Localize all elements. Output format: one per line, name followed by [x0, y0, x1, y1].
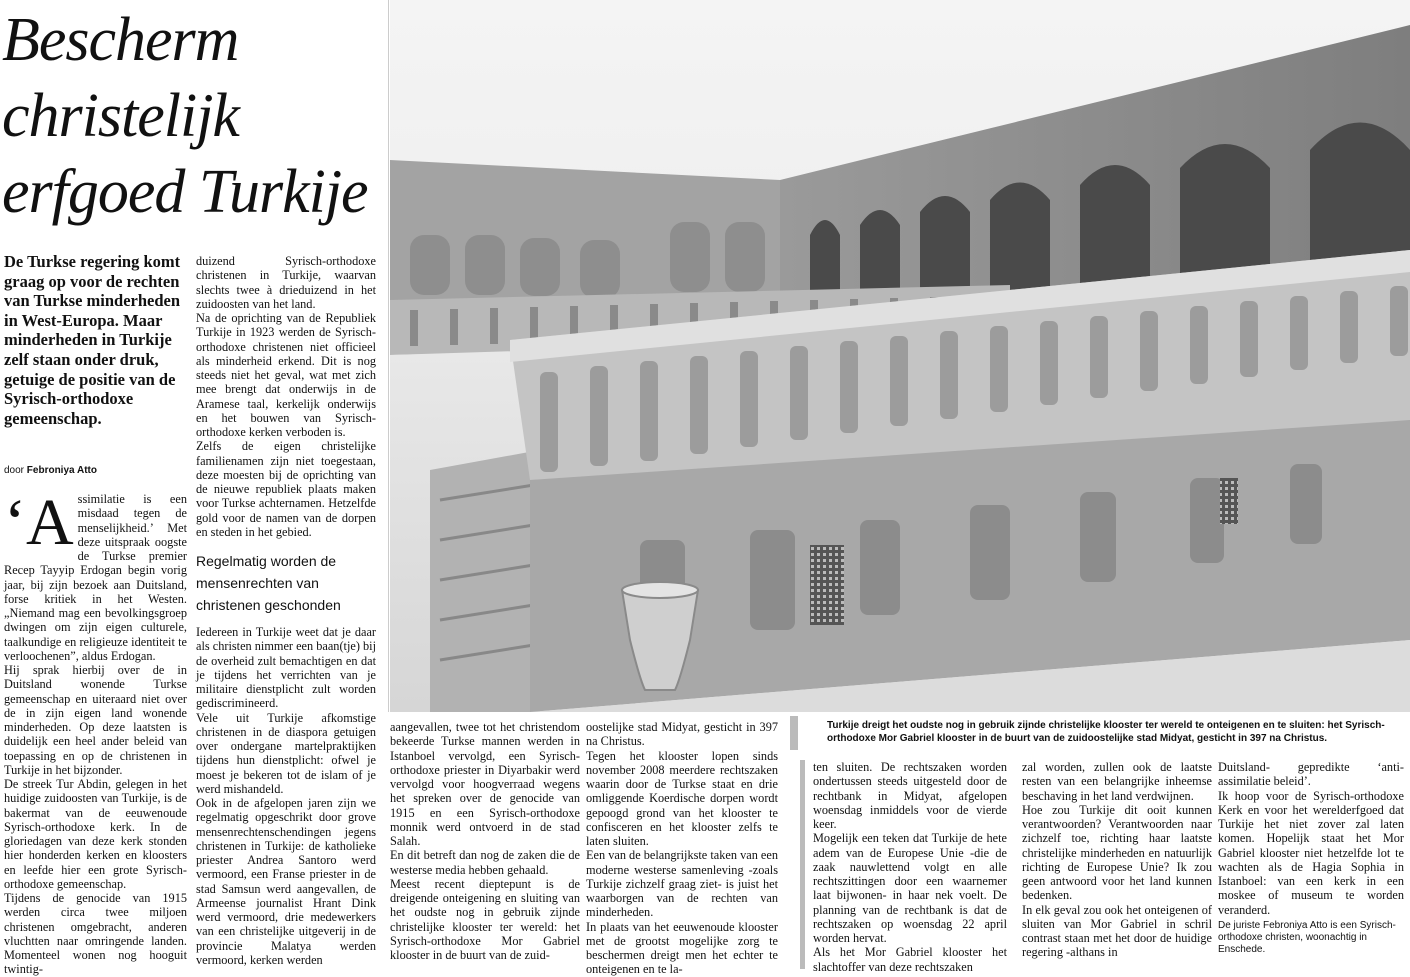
column-separator [800, 760, 805, 969]
column-3 [390, 720, 580, 962]
paragraph: Mogelijk een teken dat Turkije de hete adem van de Europese Unie -die de zaak nauwlettend volgt en alle rechtszittingen door een waarnemer laat bijwonen- in haar nek voelt. De planning van de rechtbank is dat de rechtszaken op woensdag 22 april worden hervat. [813, 831, 1007, 945]
paragraph: In elk geval zou ook het onteigenen of sluiten van Mor Gabriel in schril contrast staan met het door de huidige regering -althans in [1022, 902, 1212, 960]
paragraph: De streek Tur Abdin, gelegen in het huidige zuidoosten van Turkije, is de bakermat van de eeuwenoude Syrisch-orthodoxe kerk. In de gloriedagen van deze kerk stonden hier honderden kerken en kloosters en leefde hier een grote Syrisch-orthodoxe gemeenschap. [4, 777, 187, 891]
byline-author: Febroniya Atto [26, 465, 97, 476]
paragraph: Vele uit Turkije afkomstige christenen in de diaspora getuigen over ondergane martelpraktijken tijdens hun dienstplicht: ofwel je moest je bekeren tot de islam of je werd mishandeld. [196, 710, 376, 796]
column-1 [4, 486, 187, 977]
paragraph-intro [4, 486, 187, 663]
photo-caption: Turkije dreigt het oudste nog in gebruik zijnde christelijke klooster ter wereld te onteigenen en te sluiten: het Syrisch-orthodoxe Mor Gabriel klooster in de buurt van de zuidoostelijke stad Midyat, gesticht in 397 na Christus. [827, 720, 1385, 744]
paragraph: Na de oprichting van de Republiek Turkije in 1923 werden de Syrisch-orthodoxe christenen niet officieel als minderheid erkend. Dit is nog steeds niet het geval, wat met zich mee brengt dat onderwijs in de Aramese taal, kerkelijk onderwijs en het bouwen van Syrisch-orthodoxe kerken verboden is. [196, 311, 376, 439]
paragraph: ten sluiten. De rechtszaken worden ondertussen steeds uitgesteld door de rechtbank in Midyat, afgelopen woensdag inmiddels voor de vierde keer. [813, 760, 1007, 831]
paragraph: Iedereen in Turkije weet dat je daar als christen nimmer een baan(tje) bij de overheid zult bemachtigen en dat je tijdens het verrichten van je militaire dienstplicht zult worden gediscrimineerd. [196, 625, 376, 711]
paragraph: Tegen het klooster lopen sinds november 2008 meerdere rechtszaken waarin door de Turkse staat en drie omliggende Koerdische dorpen wordt gepoogd grond van het klooster te confisceren en het klooster zelfs te laten sluiten. [586, 748, 778, 848]
paragraph: Hoe zou Turkije dit ooit kunnen verantwoorden? Verantwoorden naar zichzelf toe, richting haar laatste christelijke minderheden en natuurlijk richting de Europese Unie? Ik zou geen antwoord voor het land kunnen bedenken. [1022, 802, 1212, 903]
paragraph-intro-text: ssimilatie is een misdaad tegen de menselijkheid.’ Met deze uitspraak oogste de Turkse premier Recep Tayyip Erdogan begin vorig jaar, bij zijn bezoek aan Duitsland, forse kritiek in het Westen. „Niemand mag een bevolkingsgroep dwingen om zijn eigen culturele, taalkundige en religieuze identiteit te verloochenen”, aldus Erdogan. [4, 492, 187, 663]
caption-marker [790, 716, 798, 750]
paragraph: Hij sprak hierbij over de in Duitsland wonende Turkse gemeenschap en uiteraard niet over de in zijn eigen land wonende minderheden. Op deze laatsten is duidelijk een heel ander beleid van toepassing en op de christenen in Turkije in het bijzonder. [4, 663, 187, 777]
monastery-photo [390, 0, 1410, 712]
paragraph: Zelfs de eigen christelijke familienamen zijn niet toegestaan, deze moesten bij de oprichting van de nieuwe republiek plaats maken voor Turkse achternamen. Hetzelfde gold voor de namen van de dorpen en steden in het gebied. [196, 439, 376, 539]
lead-paragraph: De Turkse regering komt graag op voor de rechten van Turkse minderheden in West-Europa. Maar minderheden in Turkije zelf staan onder druk, getuige de positie van de Syrisch-orthodoxe gemeenschap. [4, 252, 181, 428]
headline [2, 2, 387, 230]
paragraph: Een van de belangrijkste taken van een moderne westerse samenleving -zoals Turkije zichzelf graag ziet- is juist het waarborgen van de rechten van minderheden. [586, 848, 778, 920]
column-2-continued [196, 625, 376, 967]
paragraph: aangevallen, twee tot het christendom bekeerde Turkse mannen werden in Istanboel vervolgd, een Syrisch-orthodoxe priester in Diyarbakir werd vervolgd voor hoogverraad wegens het spreken over de genocide van 1915 en een Syrisch-orthodoxe monnik werd ontvoerd in de stad Salah. [390, 720, 580, 848]
byline [4, 465, 97, 476]
column-5 [813, 760, 1007, 974]
paragraph: Ook in de afgelopen jaren zijn we regelmatig opgeschrikt door grove mensenrechtenschendingen jegens christenen in Turkije: de katholieke priester Andrea Santoro werd vermoord, een Franse priester in de stad Samsun werd aangevallen, de Armeense journalist Hrant Dink werd vermoord, drie medewerkers van een christelijke uitgeverij in de provincie Malatya werden vermoord, kerken werden [196, 796, 376, 967]
paragraph: Tijdens de genocide van 1915 werden circa twee miljoen christenen omgebracht, anderen vluchtten naar omringende landen. Momenteel wonen nog hooguit twintig- [4, 891, 187, 977]
paragraph: En dit betreft dan nog de zaken die de westerse media hebben gehaald. [390, 848, 580, 877]
column-7 [1218, 760, 1404, 917]
headline-line-2: christelijk [2, 82, 239, 150]
paragraph: Ik hoop voor de Syrisch-orthodoxe Kerk en voor het werelderfgoed dat Turkije het niet zover zal laten komen. Hopelijk staat het Mor Gabriel klooster niet hetzelfde lot te wachten als de Hagia Sophia in Istanboel: van een kerk in een moskee of museum te worden veranderd. [1218, 788, 1404, 917]
paragraph: Duitsland- gepredikte ‘anti-assimilatie beleid’. [1218, 760, 1404, 789]
byline-prefix: door [4, 465, 25, 476]
paragraph: zal worden, zullen ook de laatste resten van een belangrijke inheemse beschaving in het land verdwijnen. [1022, 760, 1212, 803]
paragraph: duizend Syrisch-orthodoxe christenen in Turkije, waarvan slechts twee à drieduizend in het zuidoosten van het land. [196, 254, 376, 311]
paragraph: In plaats van het eeuwenoude klooster met de grootst mogelijke zorg te beschermen dreigt men het echter te onteigenen en te la- [586, 919, 778, 977]
paragraph: Meest recent dieptepunt is de dreigende onteigening en sluiting van het oudste nog in gebruik zijnde christelijke klooster ter wereld: het Syrisch-orthodoxe Mor Gabriel klooster in de buurt van de zuid- [390, 876, 580, 962]
column-2 [196, 254, 376, 539]
column-6 [1022, 760, 1212, 960]
author-bio: De juriste Febroniya Atto is een Syrisch-orthodoxe christen, woonachtig in Enschede. [1218, 920, 1396, 955]
paragraph: oostelijke stad Midyat, gesticht in 397 na Christus. [586, 720, 778, 749]
headline-line-3: erfgoed Turkije [2, 158, 368, 226]
paragraph: Als het Mor Gabriel klooster het slachtoffer van deze rechtszaken [813, 945, 1007, 974]
column-4 [586, 720, 778, 977]
dropcap: ‘A [4, 486, 74, 559]
subheading: Regelmatig worden de mensenrechten van christenen geschonden [196, 553, 341, 613]
column-rule [388, 0, 389, 712]
headline-line-1: Bescherm [2, 6, 239, 74]
